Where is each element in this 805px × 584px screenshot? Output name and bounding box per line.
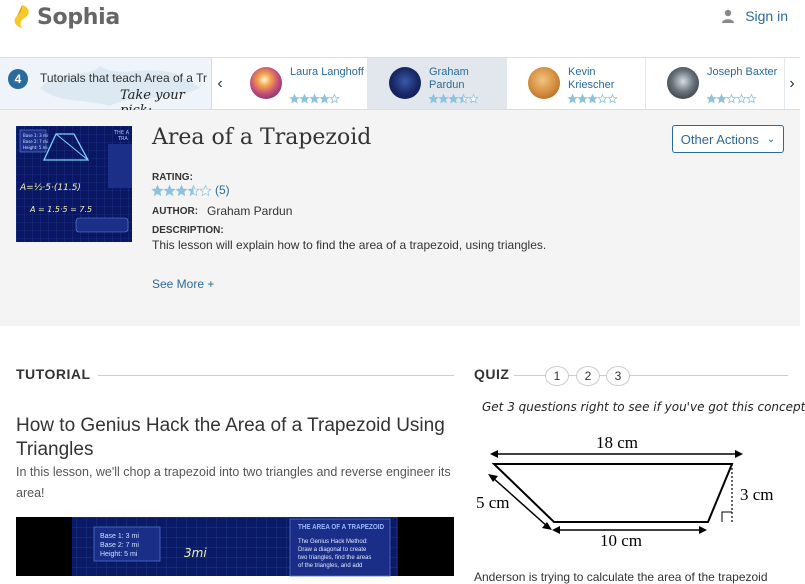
lesson-rating[interactable] <box>152 183 230 197</box>
video-base-1: Base 1: 3 mi <box>100 533 139 540</box>
svg-text:The Genius Hack Method:: The Genius Hack Method: <box>298 539 368 545</box>
tutorials-strip <box>0 57 800 110</box>
quiz-question-area <box>474 394 805 584</box>
tutorials-count-panel <box>0 58 212 109</box>
star-icon <box>727 95 736 103</box>
other-actions-button[interactable] <box>672 125 784 153</box>
lesson-thumbnail[interactable] <box>16 126 132 242</box>
star-icon <box>737 95 746 103</box>
other-actions-label: Other Actions <box>680 131 759 147</box>
take-your-pick-text: Take your <box>120 88 185 103</box>
tutor-avatar <box>667 67 699 99</box>
svg-text:A = 1.5·5 = 7.5: A = 1.5·5 = 7.5 <box>30 205 93 214</box>
tutor-rating-stars <box>568 94 617 103</box>
trapezoid-top-label: 18 cm <box>596 433 639 452</box>
tutor-avatar <box>250 67 282 99</box>
quiz-question-2-button[interactable]: 2 <box>576 366 600 386</box>
logo-text: Sophia <box>37 4 120 30</box>
person-icon <box>721 9 735 23</box>
chevron-down-icon: ⌄ <box>766 133 776 145</box>
svg-text:3mi: 3mi <box>184 546 207 560</box>
quiz-caption: Get 3 questions right to see if you've got this concept <box>482 400 805 414</box>
tutorial-count-badge: 4 <box>8 69 28 89</box>
svg-text:A=½·5·(11.5): A=½·5·(11.5) <box>20 183 81 193</box>
svg-text:two triangles, find the areas: two triangles, find the areas <box>298 555 372 561</box>
description-label: DESCRIPTION: <box>152 225 224 236</box>
star-icon <box>598 95 607 103</box>
star-icon <box>330 95 339 103</box>
strip-prev-arrow[interactable]: ‹ <box>217 74 223 92</box>
tutor-name: Laura Langhoff <box>290 66 364 78</box>
lesson-info-panel <box>0 110 800 326</box>
star-icon <box>747 95 756 103</box>
sophia-leaf-icon <box>10 4 32 30</box>
tutor-card-kevin-kriescher[interactable] <box>506 58 646 109</box>
star-icon <box>469 95 478 103</box>
tutor-card-laura-langhoff[interactable] <box>228 58 368 109</box>
sophia-logo[interactable] <box>10 4 120 30</box>
lesson-description: This lesson will explain how to find the area of a trapezoid, using triangles. <box>152 238 547 252</box>
quiz-section-label: QUIZ <box>474 366 510 382</box>
tutorials-text: Tutorials that teach Area of a Tr <box>40 71 207 85</box>
lesson-title: Area of a Trapezoid <box>152 125 372 150</box>
tutor-rating-stars <box>707 94 756 103</box>
svg-text:THE A: THE A <box>114 130 129 136</box>
author-label: AUTHOR: <box>152 206 199 217</box>
tutor-card-graham-pardun[interactable] <box>367 58 507 109</box>
trapezoid-bottom-label: 10 cm <box>600 531 643 550</box>
tutorial-section-label: TUTORIAL <box>16 366 91 382</box>
author-name: Graham Pardun <box>207 204 293 218</box>
quiz-question-3-button[interactable]: 3 <box>606 366 630 386</box>
tutorial-video[interactable] <box>16 517 454 576</box>
video-title: THE AREA OF A TRAPEZOID <box>298 522 385 531</box>
tutorial-title: How to Genius Hack the Area of a Trapezoid Using Triangles <box>16 415 445 460</box>
star-fill-icon <box>176 185 186 195</box>
strip-next-arrow[interactable]: › <box>789 74 795 92</box>
rating-count: (5) <box>215 183 230 197</box>
see-more-link[interactable]: See More + <box>152 277 215 291</box>
video-base-2: Base 2: 7 mi <box>100 542 139 549</box>
tutor-name: Joseph Baxter <box>707 66 778 78</box>
trapezoid-left-label: 5 cm <box>476 493 510 512</box>
tutor-name: Graham Pardun <box>429 66 469 91</box>
star-fill-icon <box>152 185 162 195</box>
tutor-name: Kevin Kriescher <box>568 66 615 91</box>
quiz-question-1-button[interactable]: 1 <box>545 366 569 386</box>
rating-label: RATING: <box>152 172 193 183</box>
quiz-question-text: Anderson is trying to calculate the area of the trapezoid <box>474 570 768 584</box>
trapezoid-figure <box>474 394 788 576</box>
trapezoid-right-label: 3 cm <box>740 485 774 504</box>
star-fill-icon <box>164 185 174 195</box>
svg-text:Height: 5 mi: Height: 5 mi <box>23 145 48 150</box>
star-icon <box>200 185 210 195</box>
sign-in-label: Sign in <box>745 8 788 24</box>
tutor-rating-stars <box>290 94 339 103</box>
tutor-avatar <box>528 67 560 99</box>
svg-text:of the triangles, and add: of the triangles, and add <box>298 563 363 569</box>
tutorial-divider <box>98 375 454 376</box>
video-frame-graphic <box>16 517 454 576</box>
tutorial-description: In this lesson, we'll chop a trapezoid into two triangles and reverse engineer its area! <box>16 465 451 500</box>
top-header <box>0 0 800 40</box>
star-icon <box>608 95 617 103</box>
svg-text:Base 2: 7 mi: Base 2: 7 mi <box>23 139 48 144</box>
lesson-rating-stars <box>152 185 211 196</box>
tutor-avatar <box>389 67 421 99</box>
svg-text:TRA: TRA <box>118 136 128 142</box>
svg-text:Draw a diagonal to create: Draw a diagonal to create <box>298 547 367 553</box>
tutor-card-joseph-baxter[interactable] <box>645 58 785 109</box>
sign-in-link[interactable] <box>721 8 788 24</box>
tutor-rating-stars <box>429 94 478 103</box>
video-height: Height: 5 mi <box>100 551 138 558</box>
lesson-thumbnail-graphic <box>16 126 132 242</box>
svg-text:Base 1: 3 mi: Base 1: 3 mi <box>23 133 48 138</box>
